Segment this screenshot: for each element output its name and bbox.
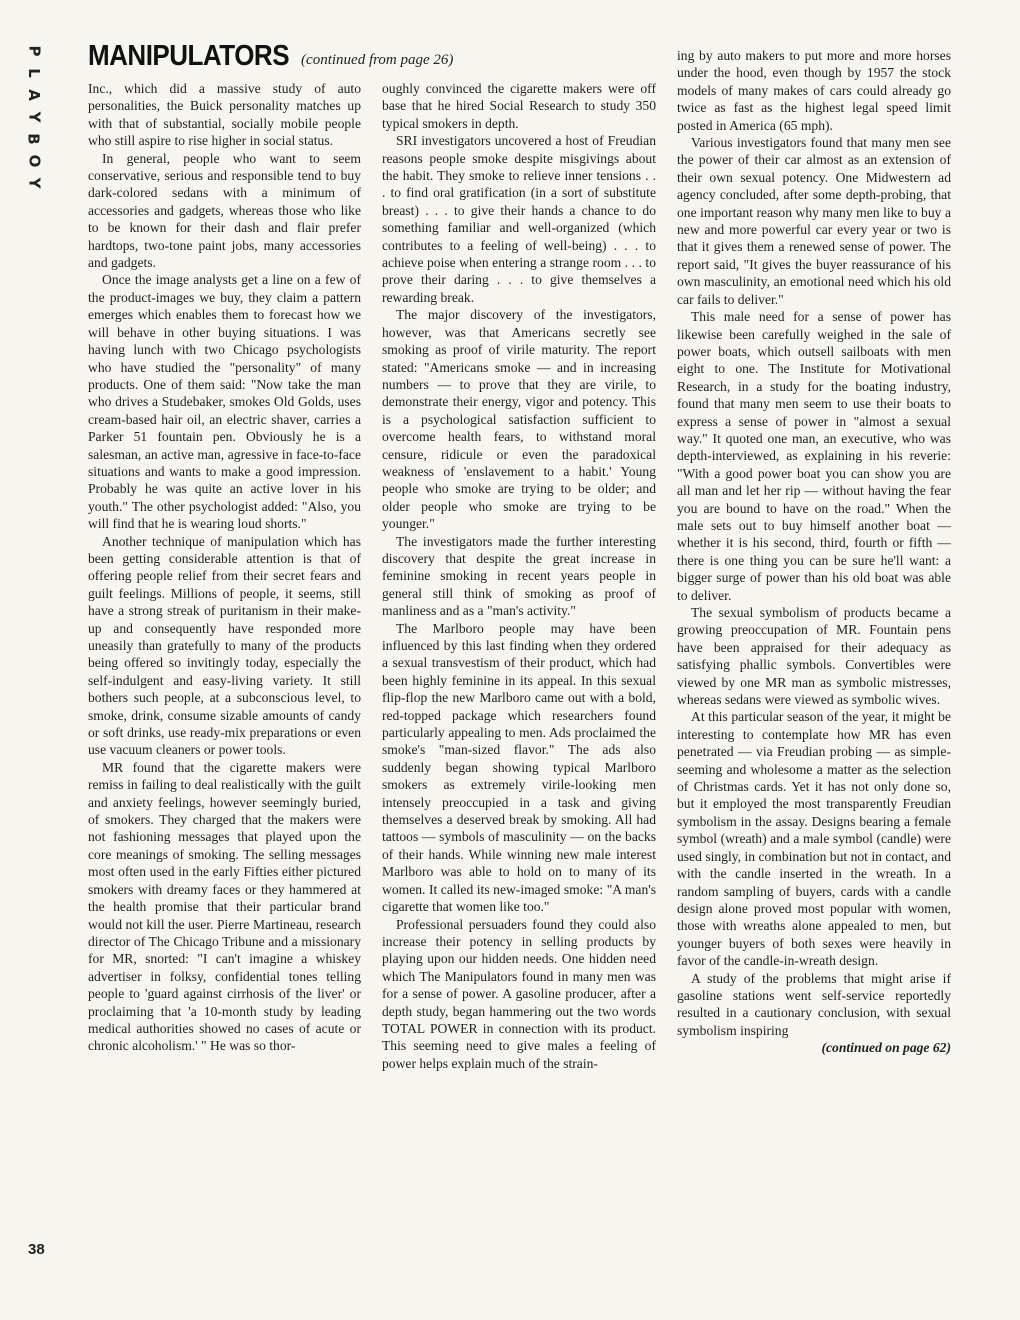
paragraph: The investigators made the further interesting discovery that despite the great increase in feminine smoking in recent years people in general still think of smoking as proof of manliness and as a "man's activity." — [382, 533, 656, 619]
masthead-letter: B — [25, 133, 43, 145]
article-header — [88, 40, 648, 71]
paragraph: ing by auto makers to put more and more horses under the hood, even though by 1957 the stock models of many makes of cars could already go twice as fast as the highest legal speed limit posted in America (65 mph). — [677, 48, 951, 133]
masthead-letter: L — [25, 68, 43, 78]
masthead-letter: A — [24, 89, 43, 101]
masthead-letter: P — [25, 45, 43, 57]
paragraph: oughly convinced the cigarette makers were off base that he hired Social Research to study 350 typical smokers in depth. — [382, 81, 656, 131]
paragraph: Inc., which did a massive study of auto personalities, the Buick personality matches up with that of substantial, socially mobile people who still aspire to rise higher in social status. — [88, 81, 361, 149]
magazine-masthead-vertical — [24, 40, 44, 194]
paragraph: Another technique of manipulation which has been getting considerable attention is that of offering people relief from their secret fears and guilt feelings. Millions of people, it seems, still have a strong streak of puritanism in their make-up and consequently have responded more uneasily than gratefully to many of the products being offered so invitingly today, especially the self-indulgent and easy-living variety. It still bothers such people, at a subconscious level, to smoke, drink, consume sizable amounts of candy or soft drinks, use ready-mix preparations or even use vacuum cleaners or power tools. — [88, 533, 361, 758]
paragraph: Once the image analysts get a line on a few of the product-images we buy, they claim a pattern emerges which enables them to forecast how we will behave in other buying situations. I was having lunch with two Chicago psychologists who have studied the "personality" of many products. One of them said: "Now take the man who drives a Studebaker, smokes Old Golds, uses cream-based hair oil, an electric shaver, carries a Parker 51 fountain pen. Obviously he is a salesman, an active man, agressive in face-to-face situations and wants to make a good impression. Probably he was quite an active lover in his youth." The other psychologist added: "Also, you will find that he is wearing loud shorts." — [88, 272, 361, 532]
paragraph: The Marlboro people may have been influenced by this last finding when they ordered a sexual transvestism of their product, which had been highly feminine in its appeal. In this sexual flip-flop the new Marlboro came out with a bold, red-topped package which researchers found particularly appealing to men. Ads proclaimed the smoke's "man-sized flavor." The ads also suddenly began showing typical Marlboro smokers as extremely virile-looking men intensely preoccupied in a task and giving themselves a deserved break by smoking. All had tattoos — symbols of masculinity — on the backs of their hands. While winning new male interest Marlboro was able to hold on to many of its women. It called its new-imaged smoke: "A man's cigarette that women like too." — [382, 620, 656, 915]
article-title: MANIPULATORS — [88, 38, 290, 72]
paragraph: SRI investigators uncovered a host of Freudian reasons people smoke despite misgivings about the habit. They smoke to relieve inner tensions . . . to find oral gratification (in a sort of substitute breast) . . . to give their hands a chance to do something familiar and well-organized (which contributes to a feeling of well-being) . . . to achieve poise when entering a strange room . . . to prove their daring . . . to give themselves a rewarding break. — [382, 133, 656, 305]
text-column-1 — [88, 80, 361, 1055]
paragraph: The sexual symbolism of products became a growing preoccupation of MR. Fountain pens have been appraised for their adequacy as satisfying phallic symbols. Convertibles were viewed by one MR man as symbolic mistresses, whereas sedans were viewed as symbolic wives. — [677, 605, 951, 708]
text-column-3 — [677, 47, 951, 1057]
paragraph: This male need for a sense of power has likewise been carefully weighed in the sale of power boats, which outsell sailboats with men eight to one. The Institute for Motivational Research, in a study for the boating industry, found that many men seem to use their boats to express a sense of power in "almost a sexual way." It quoted one man, an executive, who was depth-interviewed, as explaining in his reverie: "With a good power boat you can show you are all man and let her rip — without having the fear you are bound to have on the road." When the male sets out to buy himself another boat — whether it is his second, third, fourth or fifth — there is one thing you can be sure he'll want: a bigger surge of power than his old boat was able to deliver. — [677, 309, 951, 603]
paragraph: MR found that the cigarette makers were remiss in failing to deal realistically with the guilt and anxiety feelings, however seemingly buried, of smokers. They charged that the makers were not fashioning messages that played upon the core meanings of smoking. The selling messages most often used in the early Fifties either pictured smokers with dreamy faces or they hammered at the health promise that their particular brand would not kill the user. Pierre Martineau, research director of The Chicago Tribune and a missionary for MR, snorted: "I can't imagine a whiskey advertiser in folksy, confidential tones telling people to 'guard against cirrhosis of the liver' or proclaiming that 'a 10-month study by leading medical authorities showed no cases of acute or chronic alcoholism.' " He was so thor- — [88, 759, 361, 1054]
text-column-2 — [382, 80, 656, 1072]
paragraph: The major discovery of the investigators, however, was that Americans secretly see smoking as proof of virile maturity. The report stated: "Americans smoke — and in increasing numbers — to prove that they are virile, to demonstrate their energy, vigor and potency. This is a psychological satisfaction sufficient to overcome health fears, to withstand moral censure, ridicule or even the paradoxical weakness of 'enslavement to a habit.' Young people who smoke are trying to be older; and older people who smoke are trying to be younger." — [382, 307, 656, 532]
masthead-letter: Y — [25, 111, 43, 123]
paragraph: At this particular season of the year, it might be interesting to contemplate how MR has even penetrated — via Freudian probing — as simple-seeming and wholesome a matter as the selection of Christmas cards. Yet it has not only done so, but it employed the most transparently Freudian symbolism in the assay. Designs bearing a female symbol (wreath) and a male symbol (candle) were used singly, in combination but not in contact, and with the candle inserted in the wreath. In a random sampling of buyers, cards with a candle design alone proved most popular with women, those with wreaths alone appealed to men, but younger buyers of both sexes were heavily in favor of the candle-in-wreath design. — [677, 709, 951, 969]
masthead-letter: Y — [25, 177, 43, 189]
page-number: 38 — [28, 1241, 45, 1258]
article-subtitle: (continued from page 26) — [301, 52, 454, 68]
paragraph: In general, people who want to seem conservative, serious and responsible tend to buy dark-colored sedans with a minimum of accessories and gadgets, whereas those who like to be known for their dash and flair prefer hardtops, two-tone paint jobs, many accessories and gadgets. — [88, 150, 361, 271]
paragraph: Various investigators found that many men see the power of their car almost as an extension of their own sexual potency. One Midwestern ad agency concluded, after some depth-probing, that one important reason why many men like to buy a new and more powerful car every year or two is that it gives them a renewed sense of power. The report said, "It gives the buyer reassurance of his own masculinity, an emotional need which his old car fails to deliver." — [677, 135, 951, 307]
continued-note: (continued on page 62) — [821, 1040, 951, 1056]
paragraph: A study of the problems that might arise if gasoline stations went self-service reportedly resulted in a cautionary conclusion, with sexual symbolism inspiring — [677, 970, 951, 1038]
paragraph: Professional persuaders found they could also increase their potency in selling products by playing upon our hidden needs. One hidden need which The Manipulators found in many men was for a sense of power. A gasoline producer, after a depth study, began hammering out the two words TOTAL POWER in connection with its product. This seeming need to give males a feeling of power helps explain much of the strain- — [382, 916, 656, 1071]
masthead-letter: O — [24, 154, 43, 168]
